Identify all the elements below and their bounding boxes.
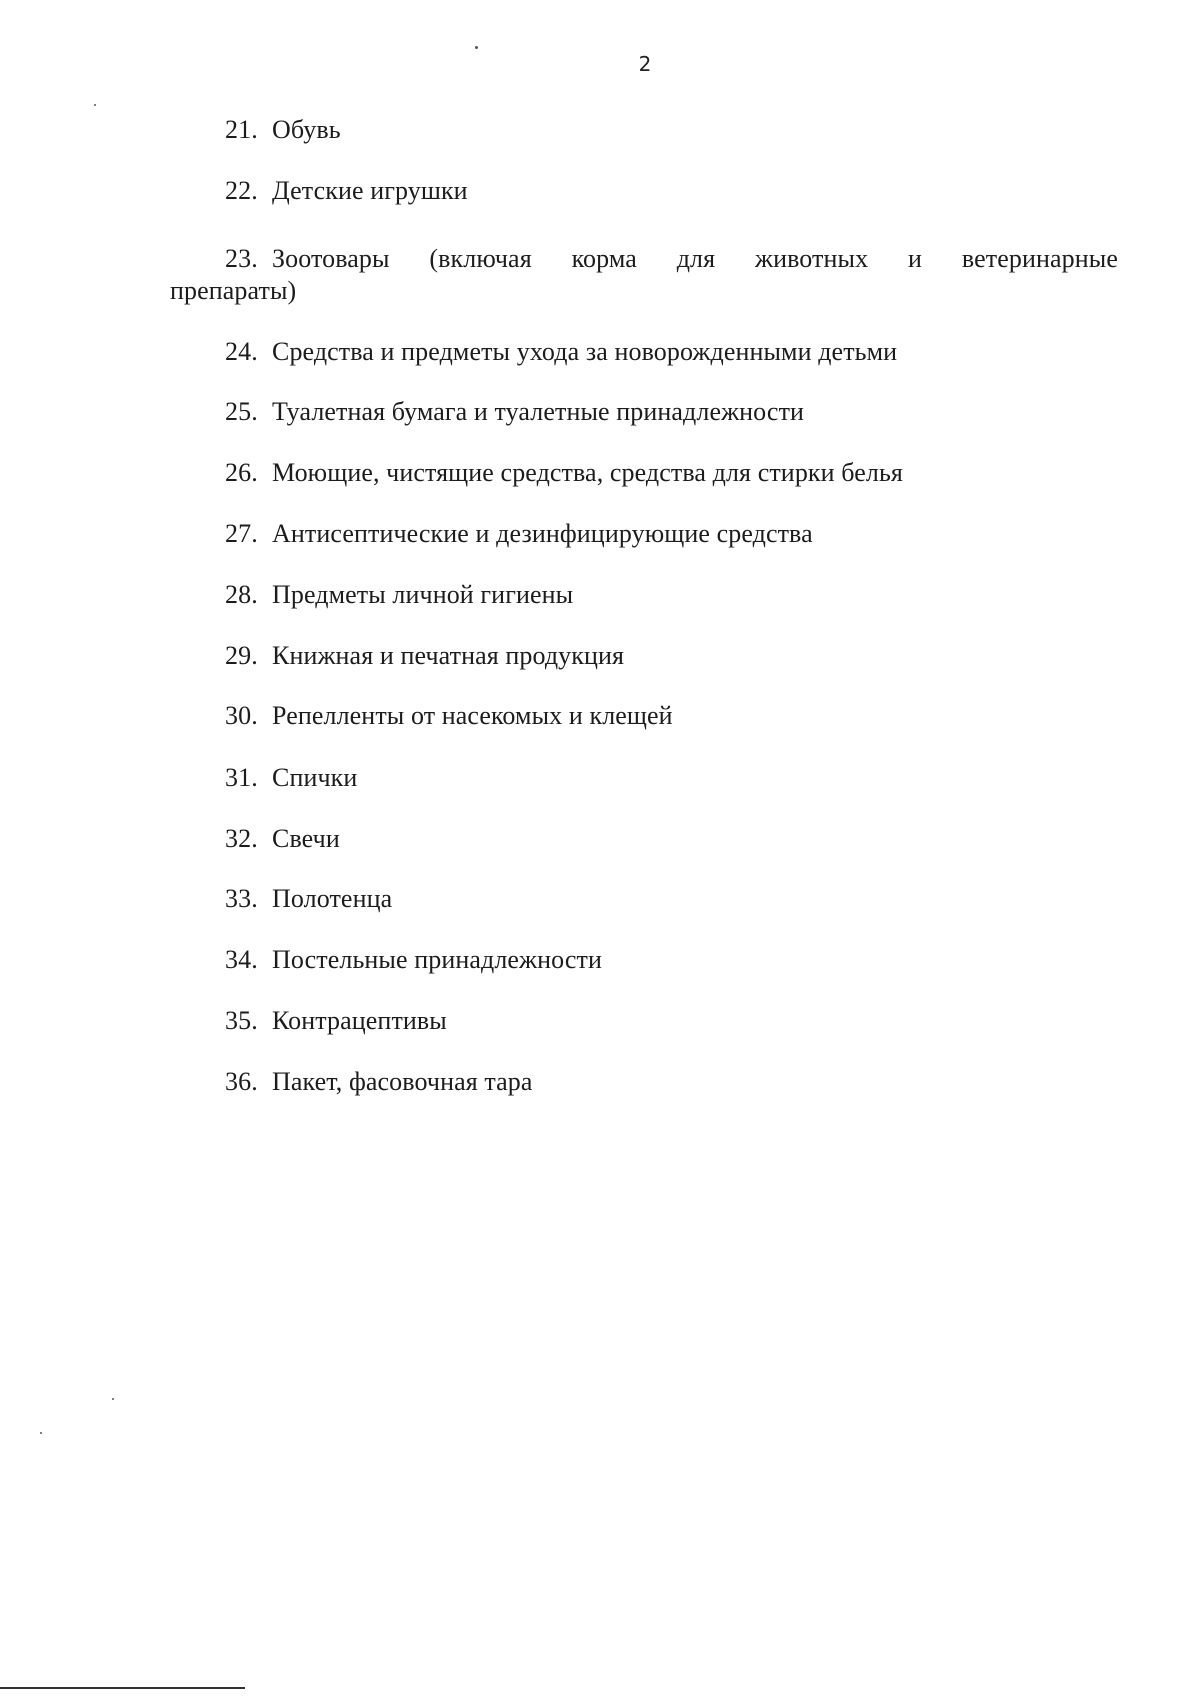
list-item xyxy=(170,944,1118,976)
item-number: 28. xyxy=(225,580,258,609)
list-item xyxy=(170,762,1118,794)
item-first-line xyxy=(170,243,1118,275)
item-text-continuation: препараты) xyxy=(170,276,297,305)
page-number: 2 xyxy=(638,52,652,76)
item-number: 26. xyxy=(225,458,258,487)
item-text: Моющие, чистящие средства, средства для стирки белья xyxy=(272,458,903,487)
item-number: 27. xyxy=(225,519,258,548)
item-text: Книжная и печатная продукция xyxy=(272,641,625,670)
item-number: 34. xyxy=(225,945,258,974)
footer-rule xyxy=(0,1687,245,1689)
scan-speck xyxy=(40,1432,42,1434)
item-number: 23. xyxy=(225,244,258,273)
item-text: Спички xyxy=(272,763,358,792)
list-item xyxy=(170,579,1118,611)
item-text: Обувь xyxy=(272,115,341,144)
list-item xyxy=(170,396,1118,428)
item-number: 30. xyxy=(225,701,258,730)
item-text: Детские игрушки xyxy=(272,176,468,205)
item-number: 32. xyxy=(225,824,258,853)
item-number: 29. xyxy=(225,641,258,670)
list-item xyxy=(170,1066,1118,1098)
item-text: Контрацептивы xyxy=(272,1006,447,1035)
list-item xyxy=(170,175,1118,207)
list-item xyxy=(170,114,1118,146)
list-item xyxy=(170,243,1118,307)
list-item xyxy=(170,823,1118,855)
item-text: Пакет, фасовочная тара xyxy=(272,1067,533,1096)
item-text: Полотенца xyxy=(272,884,393,913)
item-number: 21. xyxy=(225,115,258,144)
item-text: Зоотовары (включая корма для животных и ветеринарные xyxy=(272,244,1118,273)
scan-speck xyxy=(475,46,478,49)
item-number: 36. xyxy=(225,1067,258,1096)
list-item xyxy=(170,700,1118,732)
item-text: Средства и предметы ухода за новорожденными детьми xyxy=(272,337,898,366)
list-item xyxy=(170,336,1118,368)
item-text: Репелленты от насекомых и клещей xyxy=(272,701,673,730)
list-item xyxy=(170,457,1118,489)
list-item xyxy=(170,1005,1118,1037)
scan-speck xyxy=(112,1398,114,1400)
item-text: Постельные принадлежности xyxy=(272,945,602,974)
list-item xyxy=(170,883,1118,915)
list-item xyxy=(170,640,1118,672)
item-text: Антисептические и дезинфицирующие средства xyxy=(272,519,813,548)
item-text: Свечи xyxy=(272,824,340,853)
item-number: 22. xyxy=(225,176,258,205)
item-number: 31. xyxy=(225,763,258,792)
item-number: 24. xyxy=(225,337,258,366)
list-item xyxy=(170,518,1118,550)
item-text: Туалетная бумага и туалетные принадлежности xyxy=(272,397,805,426)
item-number: 35. xyxy=(225,1006,258,1035)
scan-speck xyxy=(94,104,96,106)
item-number: 25. xyxy=(225,397,258,426)
item-text: Предметы личной гигиены xyxy=(272,580,574,609)
item-number: 33. xyxy=(225,884,258,913)
